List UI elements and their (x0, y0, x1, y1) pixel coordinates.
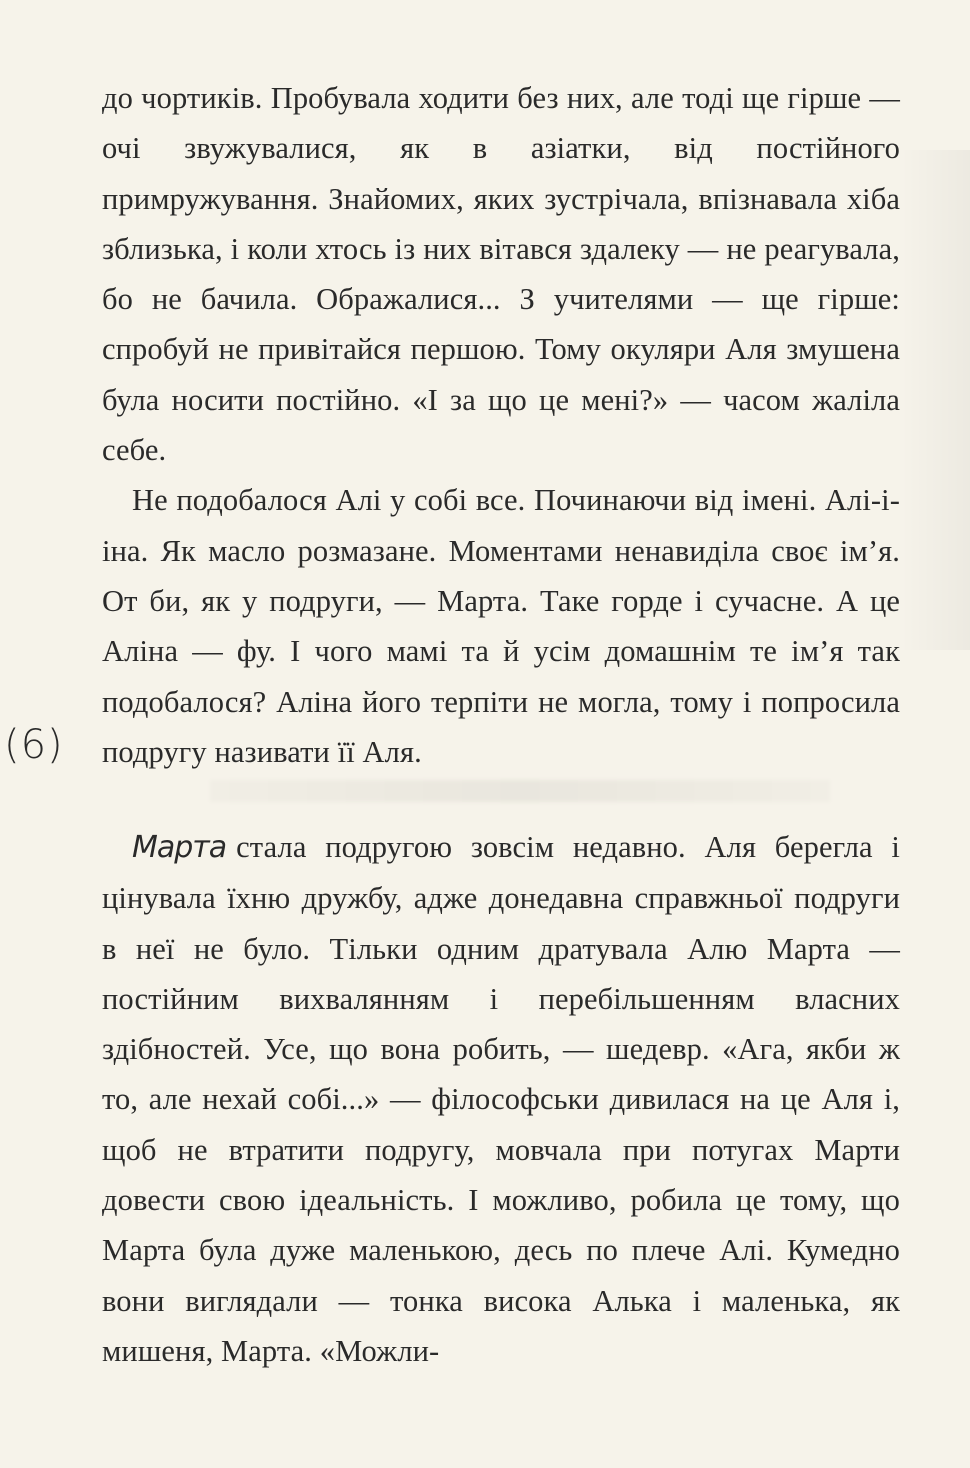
paragraph-3 (102, 822, 900, 1376)
show-through-text (210, 780, 830, 802)
paragraph-2: Не подобалося Алі у собі все. Починаючи від імені. Алі-і-іна. Як масло розмазане. Моментами ненавиділа своє ім’я. От би, як у подруги, — Марта. Таке горде і сучасне. А це Аліна — фу. І чого мамі та й усім домашнім те ім’я так подобалося? Аліна його терпіти не могла, тому і попросила подругу називати її Аля. (102, 483, 900, 769)
text-block-top (102, 73, 900, 777)
page-number: (6) (4, 722, 64, 768)
paragraph-3-body: стала подругою зовсім недавно. Аля берегла і цінувала їхню дружбу, адже донедавна справжньої подруги в неї не було. Тільки одним дратувала Алю Марта — постійним вихвалянням і перебільшенням власних здібностей. Усе, що вона робить, — шедевр. «Ага, якби ж то, але нехай собі...» — філософськи дивилася на це Аля і, щоб не втратити подругу, мовчала при потугах Марти довести свою ідеальність. І можливо, робила це тому, що Марта була дуже маленькою, десь по плече Алі. Кумедно вони виглядали — тонка висока Алька і маленька, як мишеня, Марта. «Можли- (102, 830, 900, 1368)
paragraph-1: до чортиків. Пробувала ходити без них, але тоді ще гірше — очі звужувалися, як в азіатки, від постійного примружування. Знайомих, яких зустрічала, впізнавала хіба зблизька, і коли хтось із них вітався здалеку — не реагувала, бо не бачила. Ображалися... З учителями — ще гірше: спробуй не привітайся першою. Тому окуляри Аля змушена була носити постійно. «І за що це мені?» — часом жаліла себе. (102, 81, 900, 468)
text-block-bottom (102, 822, 900, 1376)
page-edge-shadow (900, 150, 970, 650)
handwritten-lead-word: Марта (132, 830, 227, 865)
